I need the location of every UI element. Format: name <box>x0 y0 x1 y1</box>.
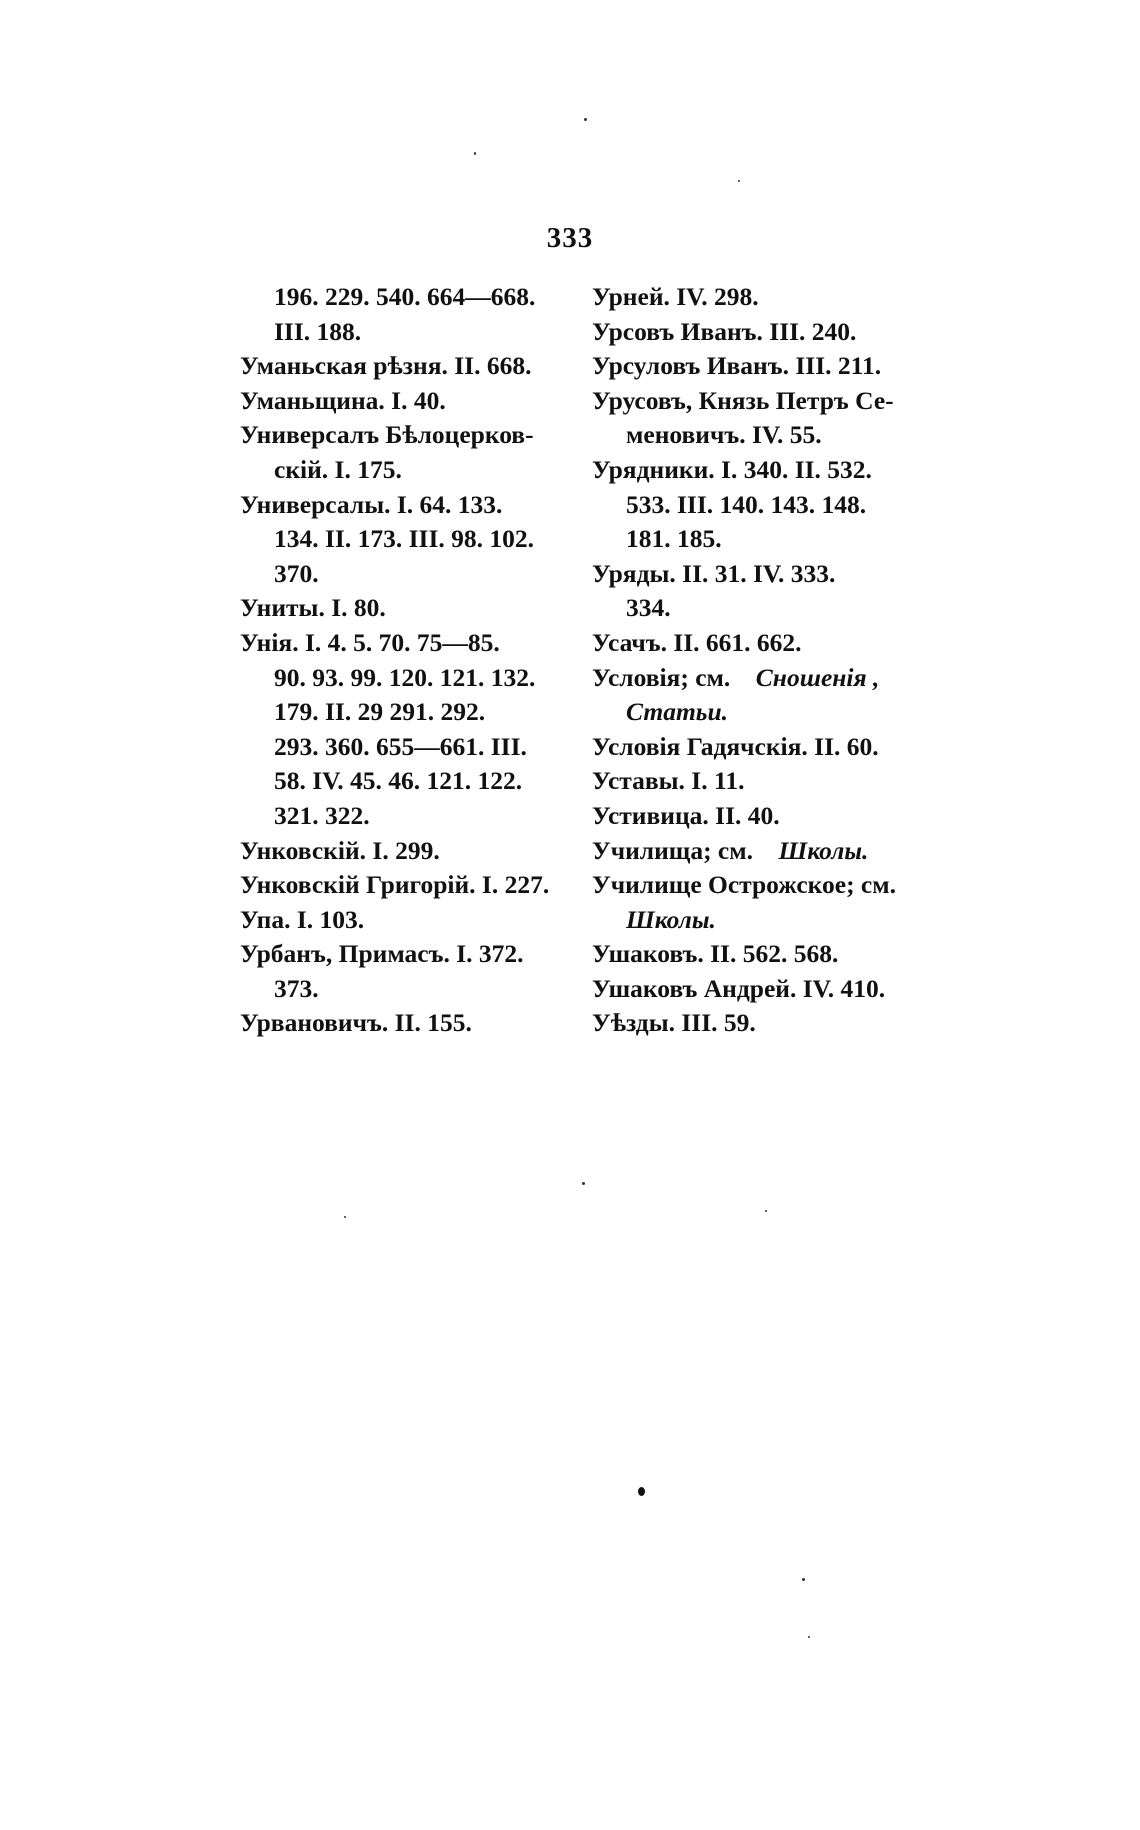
index-entry-line <box>240 730 585 765</box>
index-entry-line <box>240 1006 585 1041</box>
index-entry-line <box>240 522 585 557</box>
index-entry-line <box>592 626 937 661</box>
scan-speck <box>582 1182 585 1185</box>
index-entry-line <box>240 661 585 696</box>
index-entry-text: Унковскій. I. 299. <box>240 835 440 865</box>
index-entry-text: III. 188. <box>274 316 362 346</box>
scan-speck <box>474 152 476 155</box>
index-entry-text: Уманьская рѣзня. II. 668. <box>240 351 532 381</box>
index-entry-text: Унія. I. 4. 5. 70. 75—85. <box>240 627 500 657</box>
index-entry-text: Уманьщина. I. 40. <box>240 385 446 415</box>
scan-speck <box>584 118 587 121</box>
index-cross-reference: Сношенія , <box>755 662 880 692</box>
index-entry-line <box>592 522 937 557</box>
index-entry-line <box>592 937 937 972</box>
index-entry-text: Ушаковъ. II. 562. 568. <box>592 939 839 969</box>
index-entry-line <box>592 730 937 765</box>
index-entry-line <box>592 834 937 869</box>
index-entry-line <box>592 661 937 696</box>
index-entry-line <box>240 937 585 972</box>
index-entry-text: Урбанъ, Примасъ. I. 372. <box>240 939 524 969</box>
index-entry-line <box>592 764 937 799</box>
index-entry-line <box>592 418 937 453</box>
index-entry-line <box>240 384 585 419</box>
index-entry-line <box>240 972 585 1007</box>
index-entry-text: 196. 229. 540. 664—668. <box>274 282 536 311</box>
index-entry-text: Училища; см. <box>592 835 753 865</box>
index-entry-line <box>592 384 937 419</box>
index-entry-text: 179. II. 29 291. 292. <box>274 697 486 727</box>
index-column-right <box>592 280 937 1041</box>
index-entry-line <box>592 868 937 903</box>
index-entry-line <box>592 557 937 592</box>
index-entry-line <box>240 799 585 834</box>
index-entry-text: 58. IV. 45. 46. 121. 122. <box>274 766 523 796</box>
index-entry-text: Уѣзды. III. 59. <box>592 1008 756 1038</box>
index-entry-line <box>240 834 585 869</box>
index-entry-line <box>240 557 585 592</box>
index-entry-text: 370. <box>274 558 319 588</box>
index-cross-reference: Школы. <box>626 904 716 934</box>
index-entry-line <box>240 868 585 903</box>
index-entry-line <box>240 418 585 453</box>
index-entry-line <box>240 488 585 523</box>
index-entry-line <box>592 903 937 938</box>
index-entry-line <box>240 349 585 384</box>
index-entry-text: Урвановичъ. II. 155. <box>240 1008 472 1038</box>
index-entry-text: Урсуловъ Иванъ. III. 211. <box>592 351 882 381</box>
scan-speck <box>738 180 740 182</box>
index-cross-reference: Статьи. <box>626 697 728 727</box>
scan-speck <box>808 1636 810 1638</box>
index-entry-text: Унковскій Григорій. I. 227. <box>240 870 550 900</box>
index-entry-text: 334. <box>626 593 671 623</box>
index-entry-line <box>592 453 937 488</box>
index-entry-line <box>592 695 937 730</box>
index-entry-line <box>592 1006 937 1041</box>
index-entry-text: Условія Гадячскія. II. 60. <box>592 731 879 761</box>
index-entry-text: скій. I. 175. <box>274 454 402 484</box>
index-entry-text: Униты. I. 80. <box>240 593 386 623</box>
index-entry-text: 90. 93. 99. 120. 121. 132. <box>274 662 536 692</box>
index-entry-text: 181. 185. <box>626 524 722 554</box>
index-entry-text: Уряды. II. 31. IV. 333. <box>592 558 836 588</box>
index-entry-line <box>592 488 937 523</box>
index-entry-line <box>592 280 937 315</box>
index-entry-text: 134. II. 173. III. 98. 102. <box>274 524 534 554</box>
index-entry-text: Урсовъ Иванъ. III. 240. <box>592 316 857 346</box>
index-entry-text: меновичъ. IV. 55. <box>626 420 822 450</box>
scan-speck <box>638 1487 645 1496</box>
index-entry-line <box>240 626 585 661</box>
index-entry-text: Урядники. I. 340. II. 532. <box>592 454 872 484</box>
index-entry-text: Усачъ. II. 661. 662. <box>592 627 802 657</box>
index-entry-text: 373. <box>274 973 319 1003</box>
index-entry-text: Уставы. I. 11. <box>592 766 745 796</box>
index-entry-text: Ушаковъ Андрей. IV. 410. <box>592 973 886 1003</box>
page-number: 333 <box>546 222 594 254</box>
index-entry-text: 293. 360. 655—661. III. <box>274 731 527 761</box>
index-entry-text: Урней. IV. 298. <box>592 282 759 311</box>
index-entry-text: Урусовъ, Князь Петръ Се- <box>592 385 894 415</box>
index-cross-reference: Школы. <box>778 835 869 865</box>
index-entry-line <box>240 280 585 315</box>
index-entry-text: Училище Острожское; см. <box>592 870 896 900</box>
index-entry-line <box>592 315 937 350</box>
index-entry-text: Упа. I. 103. <box>240 904 365 934</box>
index-entry-text: Условія; см. <box>592 662 731 692</box>
index-entry-line <box>240 764 585 799</box>
scan-speck <box>802 1578 805 1581</box>
index-entry-line <box>240 695 585 730</box>
index-entry-line <box>592 972 937 1007</box>
index-entry-text: 321. 322. <box>274 800 370 830</box>
index-entry-line <box>592 799 937 834</box>
scan-speck <box>765 1210 767 1212</box>
index-entry-text: Универсалы. I. 64. 133. <box>240 489 503 519</box>
index-entry-line <box>592 591 937 626</box>
index-entry-text: 533. III. 140. 143. 148. <box>626 489 867 519</box>
index-entry-line <box>240 591 585 626</box>
scan-speck <box>344 1216 346 1218</box>
index-entry-text: Устивица. II. 40. <box>592 800 780 830</box>
index-entry-line <box>240 903 585 938</box>
index-entry-line <box>240 453 585 488</box>
index-column-left <box>240 280 585 1041</box>
index-entry-line <box>592 349 937 384</box>
index-entry-line <box>240 315 585 350</box>
index-entry-text: Универсалъ Бѣлоцерков- <box>240 420 534 450</box>
